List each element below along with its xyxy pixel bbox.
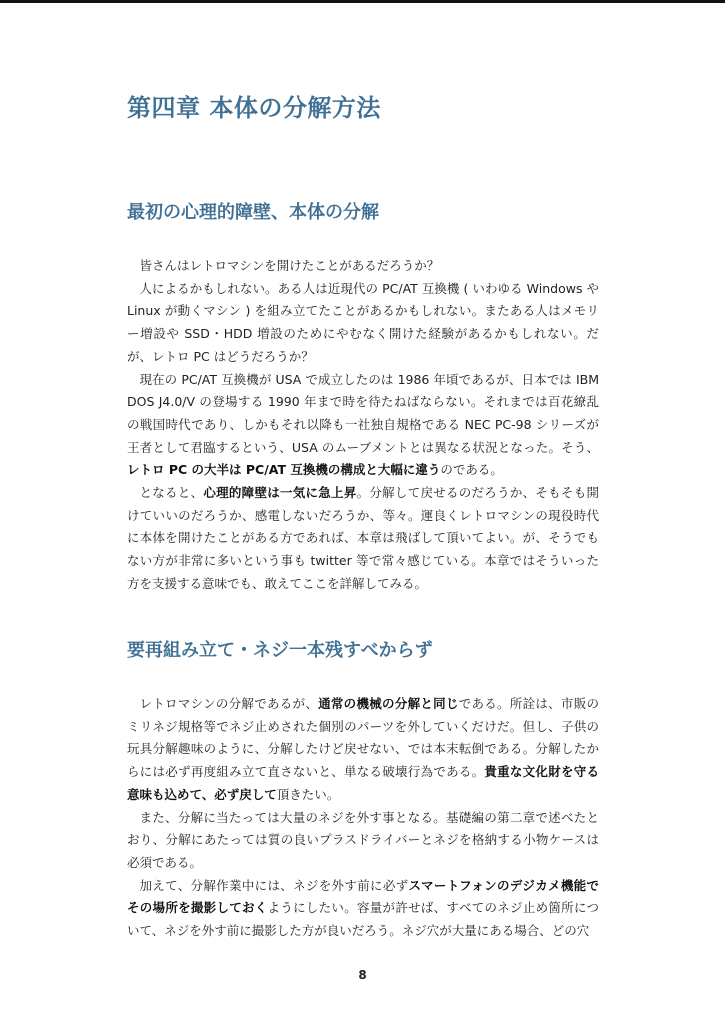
emphasis-text: スマートフォンのデジカメ機能でその場所を撮影しておく: [127, 877, 599, 916]
text-run: のである。: [440, 462, 503, 478]
text-run: 頂きたい。: [276, 786, 340, 802]
emphasis-text: レトロ PC の大半は PC/AT 互換機の構成と大幅に違う: [127, 462, 441, 478]
text-run: レトロマシンの分解であるが、: [139, 696, 319, 711]
text-run: となると、: [139, 485, 204, 501]
paragraph: 皆さんはレトロマシンを開けたことがあるだろうか？: [139, 258, 440, 273]
page-number: 8: [358, 968, 367, 982]
emphasis-text: 貴重な文化財を守る意味も込めて、必ず戻して: [127, 764, 599, 802]
text-run: 現在の PC/AT 互換機が USA で成立したのは 1986 年頃であるが、日本では IBM DOS J4.0/V の登場する 1990 年まで時を待たねばならない。それまでは百花繚乱の戦国時代であり、しかもそれ以降も一社独自規格である NEC PC-98 シリーズが王者として君臨するという、USA のムーブメントとは異なる状況となった。そう、: [127, 371, 599, 455]
text-run: ようにしたい。容量が許せば、すべてのネジ止め箇所について、ネジを外す前に撮影した方が良いだろう。ネジ穴が大量にある場合、どの穴: [127, 900, 599, 939]
text-run: 。分解して戻せるのだろうか、そもそも開けていいのだろうか、感電しないだろうか、等々。運良くレトロマシンの現役時代に本体を開けたことがある方であれば、本章は飛ばして頂いてよい。が、そうでもない方が非常に多いという事も twitter 等で常々感じている。本章ではそういった方を支援する意味でも、敢えてここを詳解してみる。: [127, 485, 599, 591]
section-heading-2: 要再組み立て・ネジ一本残すべからず: [127, 640, 433, 661]
chapter-title: 第四章 本体の分解方法: [127, 94, 381, 122]
top-border-rule: [0, 0, 725, 3]
section-2-body: [127, 693, 599, 943]
paragraph: [127, 875, 599, 943]
section-1-body: [127, 255, 599, 596]
paragraph: また、分解に当たっては大量のネジを外す事となる。基礎編の第二章で述べたとおり、分解にあたっては質の良いプラスドライバーとネジを格納する小物ケースは必須である。: [127, 809, 599, 870]
paragraph: [127, 482, 599, 596]
emphasis-text: 通常の機械の分解と同じ: [318, 696, 459, 711]
text-run: 加えて、分解作業中には、ネジを外す前に必ず: [139, 877, 409, 893]
emphasis-text: 心理的障壁は一気に急上昇: [203, 485, 357, 501]
section-heading-1: 最初の心理的障壁、本体の分解: [127, 202, 379, 223]
paragraph: [127, 693, 599, 807]
paragraph: 人によるかもしれない。ある人は近現代の PC/AT 互換機 ( いわゆる Windows や Linux が動くマシン ) を組み立てたことがあるかもしれない。またある人はメモリー増設や SSD・HDD 増設のためにやむなく開けた経験があるかもしれない。だが、レトロ PC はどうだろうか？: [127, 280, 599, 364]
text-run: である。所詮は、市販のミリネジ規格等でネジ止めされた個別のパーツを外していくだけだ。但し、子供の玩具分解趣味のように、分解したけど戻せない、では本末転倒である。分解したからには必ず再度組み立て直さないと、単なる破壊行為である。: [127, 696, 599, 780]
paragraph: [127, 369, 599, 483]
